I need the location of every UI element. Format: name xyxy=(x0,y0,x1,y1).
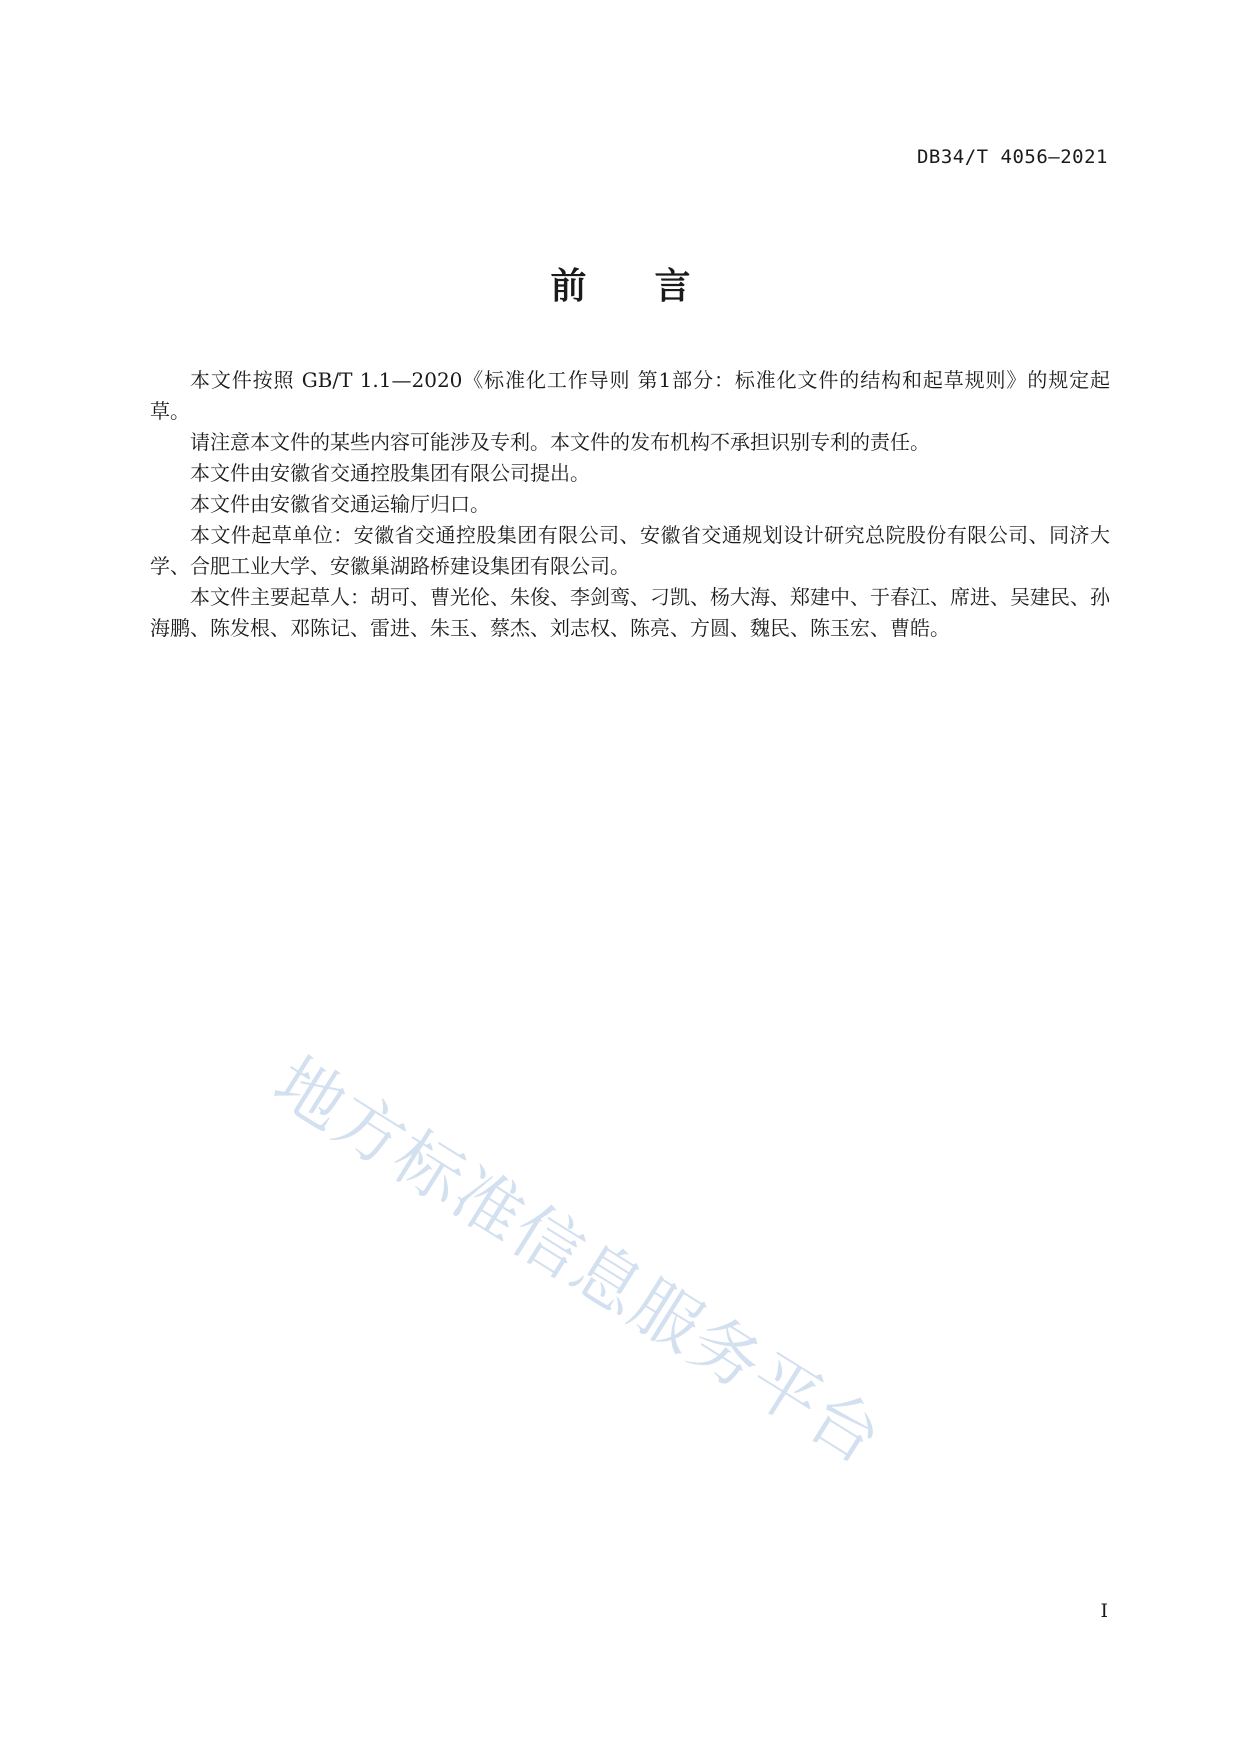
foreword-body xyxy=(150,365,1110,644)
paragraph-patent-notice: 请注意本文件的某些内容可能涉及专利。本文件的发布机构不承担识别专利的责任。 xyxy=(190,430,930,454)
watermark: 地方标准信息服务平台 xyxy=(260,1042,896,1481)
title-char-2: 言 xyxy=(654,266,691,307)
paragraph-drafting-units: 本文件起草单位：安徽省交通控股集团有限公司、安徽省交通规划设计研究总院股份有限公司、同济大学、合肥工业大学、安徽巢湖路桥建设集团有限公司。 xyxy=(150,523,1110,578)
page-number: I xyxy=(1100,1600,1108,1622)
paragraph-drafters: 本文件主要起草人：胡可、曹光伦、朱俊、李剑鸾、刁凯、杨大海、郑建中、于春江、席进、吴建民、孙海鹏、陈发根、邓陈记、雷进、朱玉、蔡杰、刘志权、陈亮、方圆、魏民、陈玉宏、曹皓。 xyxy=(150,585,1110,640)
document-code: DB34/T 4056—2021 xyxy=(916,146,1108,168)
paragraph-administrator: 本文件由安徽省交通运输厅归口。 xyxy=(190,492,490,516)
title-char-1: 前 xyxy=(550,266,587,307)
paragraph-proposer: 本文件由安徽省交通控股集团有限公司提出。 xyxy=(190,461,590,485)
page-title xyxy=(0,258,1241,309)
paragraph-drafting-basis: 本文件按照 GB/T 1.1—2020《标准化工作导则 第1部分：标准化文件的结构和起草规则》的规定起草。 xyxy=(150,368,1110,423)
